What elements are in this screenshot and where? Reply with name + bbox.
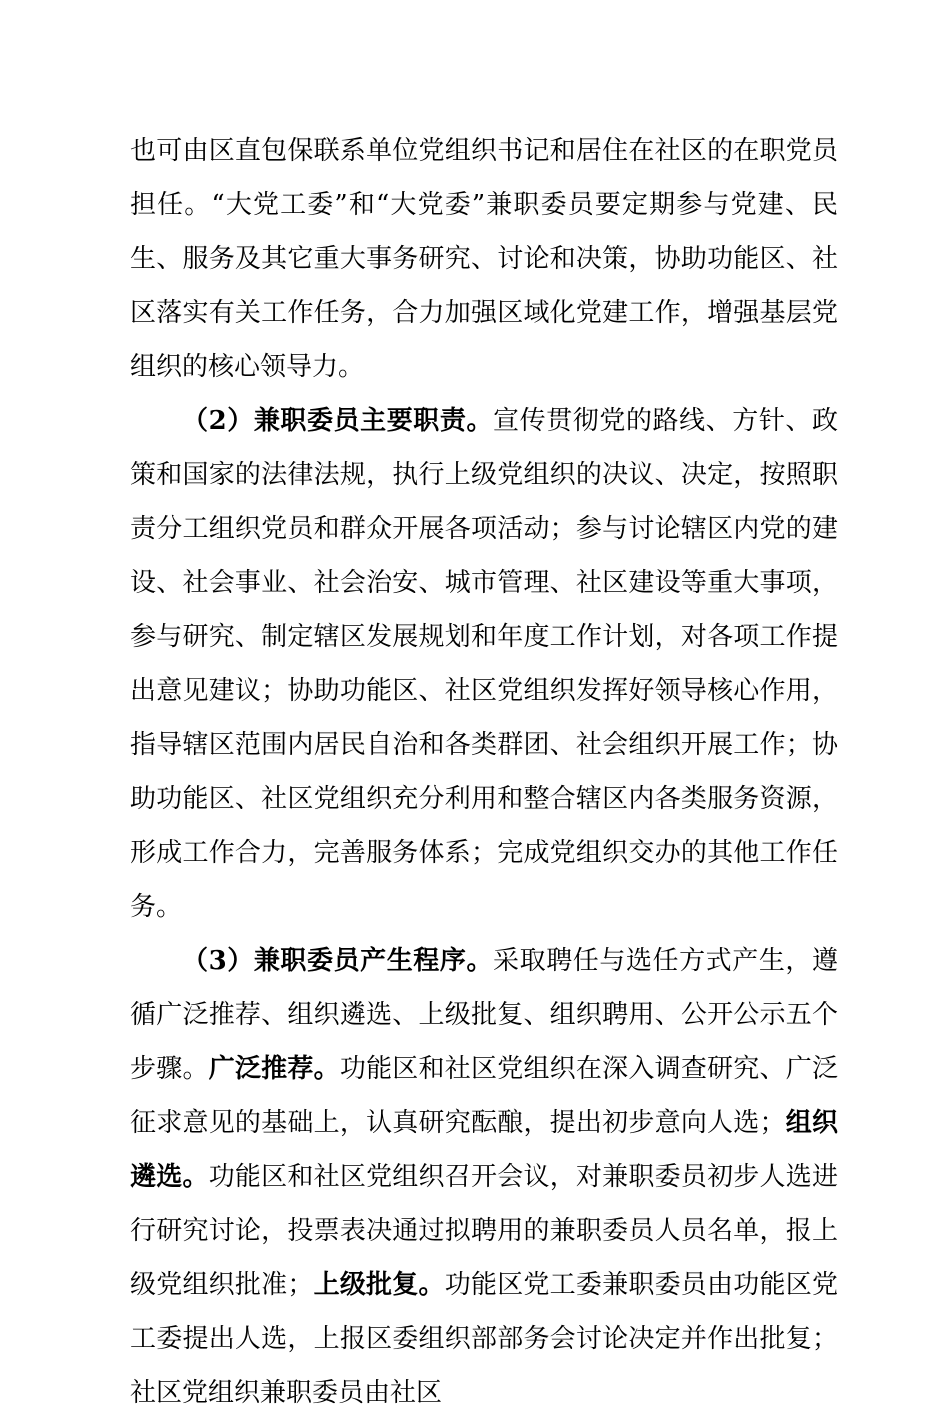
procedure-intro-text: 采取聘任与选任方式产生，遵循广泛推荐、组织遴选、上级批复、组织聘用、公开公示五个步骤。 xyxy=(130,946,838,1084)
paragraph-procedure-heading: （3）兼职委员产生程序。 xyxy=(182,946,494,976)
step-approve-title: 上级批复。 xyxy=(313,1270,445,1300)
paragraph-duties xyxy=(130,394,838,934)
document-page xyxy=(130,124,838,1420)
paragraph-duties-heading: （2）兼职委员主要职责。 xyxy=(182,406,494,436)
paragraph-intro xyxy=(130,124,838,394)
step-select-title: 组织遴选。 xyxy=(130,1108,838,1192)
step-select-text: 功能区和社区党组织召开会议，对兼职委员初步人选进行研究讨论，投票表决通过拟聘用的兼职委员人员名单，报上级党组织批准； xyxy=(130,1162,838,1300)
step-recommend-title: 广泛推荐。 xyxy=(208,1054,340,1084)
step-approve-text: 功能区党工委兼职委员由功能区党工委提出人选，上报区委组织部部务会讨论决定并作出批复；社区党组织兼职委员由社区 xyxy=(130,1270,838,1408)
paragraph-procedure xyxy=(130,934,838,1420)
step-recommend-text: 功能区和社区党组织在深入调查研究、广泛征求意见的基础上，认真研究酝酿，提出初步意向人选； xyxy=(130,1054,838,1138)
paragraph-intro-text: 也可由区直包保联系单位党组织书记和居住在社区的在职党员担任。“大党工委”和“大党委”兼职委员要定期参与党建、民生、服务及其它重大事务研究、讨论和决策，协助功能区、社区落实有关工作任务，合力加强区域化党建工作，增强基层党组织的核心领导力。 xyxy=(130,136,838,382)
paragraph-duties-text: 宣传贯彻党的路线、方针、政策和国家的法律法规，执行上级党组织的决议、决定，按照职责分工组织党员和群众开展各项活动；参与讨论辖区内党的建设、社会事业、社会治安、城市管理、社区建设等重大事项，参与研究、制定辖区发展规划和年度工作计划，对各项工作提出意见建议；协助功能区、社区党组织发挥好领导核心作用，指导辖区范围内居民自治和各类群团、社会组织开展工作；协助功能区、社区党组织充分利用和整合辖区内各类服务资源，形成工作合力，完善服务体系；完成党组织交办的其他工作任务。 xyxy=(130,406,838,922)
